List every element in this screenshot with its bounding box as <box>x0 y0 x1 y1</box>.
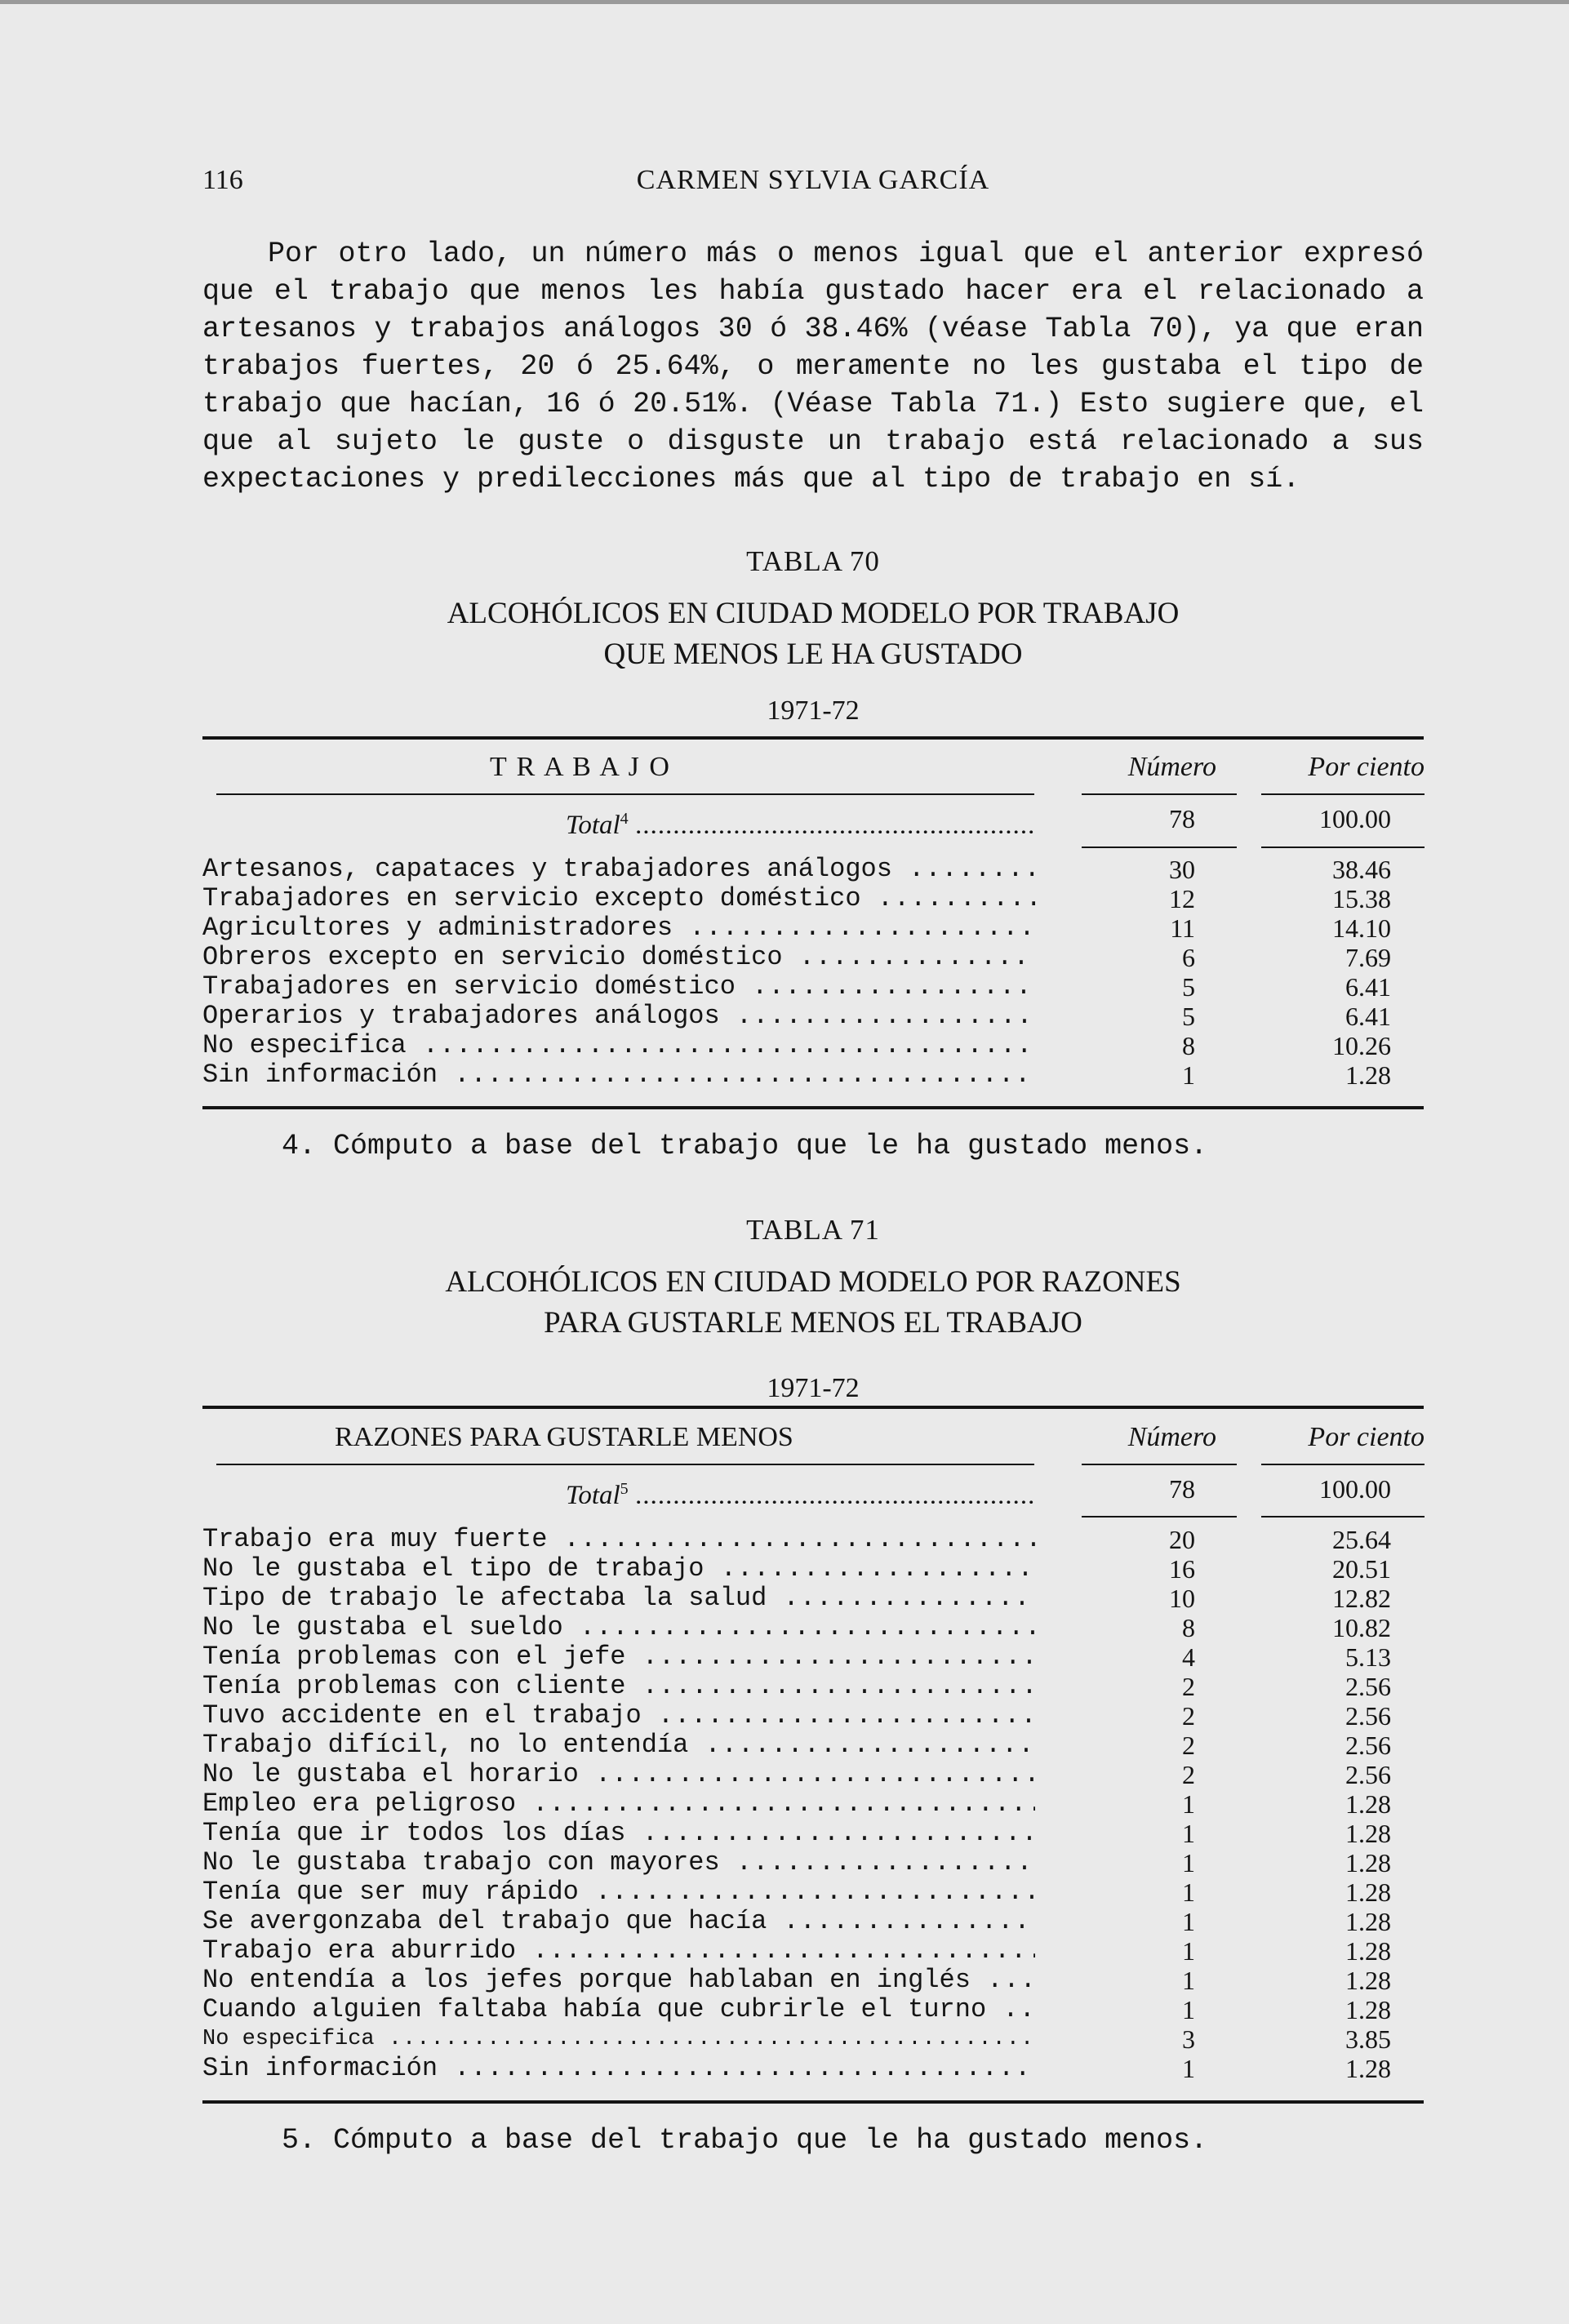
table-row: No le gustaba el sueldo ..... 8 10.82 <box>202 1613 1424 1642</box>
table-row: No le gustaba el tipo de trabajo ..... 16 20.51 <box>202 1554 1424 1584</box>
page-header <box>202 165 1424 201</box>
table70-footnote-mark: 4 <box>620 810 629 828</box>
table70-total-row <box>202 804 1424 833</box>
running-head: CARMEN SYLVIA GARCÍA <box>636 165 990 195</box>
table70-footnote: 4. Cómputo a base del trabajo que le ha gustado menos. <box>282 1130 1208 1162</box>
table-row: Sin información ..... 1 1.28 <box>202 2054 1424 2083</box>
table71-years: 1971-72 <box>767 1373 860 1403</box>
table-row: Empleo era peligroso ..... 1 1.28 <box>202 1789 1424 1819</box>
page-number: 116 <box>202 165 243 195</box>
table-row: Tenía que ir todos los días ..... 1 1.28 <box>202 1819 1424 1848</box>
table-row: Artesanos, capataces y trabajadores análogos ..... 30 38.46 <box>202 855 1424 884</box>
table-row: Se avergonzaba del trabajo que hacía ..... 1 1.28 <box>202 1907 1424 1936</box>
table70-header-underline-percent <box>1261 793 1425 795</box>
table-row: Sin información ..... 1 1.28 <box>202 1060 1424 1090</box>
table-row: Trabajadores en servicio excepto doméstico ..... 12 15.38 <box>202 884 1424 913</box>
table70-col-number: Número <box>1127 752 1216 782</box>
table71-header-underline-number <box>1082 1464 1237 1465</box>
table70-header-underline-category <box>216 793 1034 795</box>
table71-title-line1: ALCOHÓLICOS EN CIUDAD MODELO POR RAZONES <box>445 1265 1181 1299</box>
table70-title-line1: ALCOHÓLICOS EN CIUDAD MODELO POR TRABAJO <box>447 597 1180 630</box>
table70-total-number: 78 <box>1169 804 1195 833</box>
table71-total-percent: 100.00 <box>1319 1474 1391 1504</box>
page-top-edge <box>0 0 1569 4</box>
table71-title-line2: PARA GUSTARLE MENOS EL TRABAJO <box>544 1306 1082 1340</box>
table71-header-underline-percent <box>1261 1464 1425 1465</box>
table70-title-line2: QUE MENOS LE HA GUSTADO <box>603 638 1023 671</box>
table-row: No entendía a los jefes porque hablaban en inglés ..... 1 1.28 <box>202 1966 1424 1995</box>
table71-footnote-mark: 5 <box>620 1480 629 1498</box>
body-paragraph: Por otro lado, un número más o menos igual que el anterior expresó que el trabajo que menos les había gustado hacer era el relacionado a artesanos y trabajos análogos 30 ó 38.46% (véase Tabla 70), ya que eran trabajos fuertes, 20 ó 25.64%, o meramente no les gustaba el tipo de trabajo que hacían, 16 ó 20.51%. (Véase Tabla 71.) Esto sugiere que, el que al sujeto le guste o disguste un trabajo está relacionado a sus expectaciones y predilecciones más que al tipo de trabajo en sí. <box>202 238 1424 495</box>
table-row: Tenía que ser muy rápido ..... 1 1.28 <box>202 1877 1424 1907</box>
table71-col-number: Número <box>1127 1422 1216 1452</box>
table71-header-underline-category <box>216 1464 1034 1465</box>
table71-top-rule <box>202 1406 1424 1409</box>
table-row: Operarios y trabajadores análogos ..... 5 6.41 <box>202 1002 1424 1031</box>
table-row: Cuando alguien faltaba había que cubrirle el turno ..... 1 1.28 <box>202 1995 1424 2024</box>
table-row: Tenía problemas con cliente ..... 2 2.56 <box>202 1672 1424 1701</box>
table70-col-category: T R A B A J O <box>490 752 671 782</box>
table71-total-underline-percent <box>1261 1516 1425 1517</box>
table71-label: TABLA 71 <box>746 1214 880 1246</box>
table71-col-percent: Por ciento <box>1308 1422 1425 1452</box>
table70-col-percent: Por ciento <box>1308 752 1425 782</box>
table-row: Tuvo accidente en el trabajo ..... 2 2.56 <box>202 1701 1424 1731</box>
table-row: Trabajo era aburrido ..... 1 1.28 <box>202 1936 1424 1966</box>
table-row: No le gustaba el horario ..... 2 2.56 <box>202 1760 1424 1789</box>
table70-total-underline-number <box>1082 847 1237 848</box>
table70-bottom-rule <box>202 1106 1424 1109</box>
table71-bottom-rule <box>202 2100 1424 2104</box>
table70-top-rule <box>202 736 1424 740</box>
table-row: Trabajo difícil, no lo entendía ..... 2 2.56 <box>202 1731 1424 1760</box>
table-row: Tipo de trabajo le afectaba la salud ..... 10 12.82 <box>202 1584 1424 1613</box>
table-row: No le gustaba trabajo con mayores ..... 1 1.28 <box>202 1848 1424 1877</box>
table-row: No especifica ..... 8 10.26 <box>202 1031 1424 1060</box>
table71-total-number: 78 <box>1169 1474 1195 1504</box>
table70-total-label: Total$^4$ ..... <box>202 804 1035 833</box>
table70-header-underline-number <box>1082 793 1237 795</box>
table-row: No especifica ..... 3 3.85 <box>202 2024 1424 2054</box>
table-row: Tenía problemas con el jefe ..... 4 5.13 <box>202 1642 1424 1672</box>
table-row: Obreros excepto en servicio doméstico ..... 6 7.69 <box>202 943 1424 972</box>
table70-label: TABLA 70 <box>746 545 880 577</box>
table71-total-underline-number <box>1082 1516 1237 1517</box>
table71-footnote: 5. Cómputo a base del trabajo que le ha gustado menos. <box>282 2124 1208 2157</box>
table71-col-category: RAZONES PARA GUSTARLE MENOS <box>335 1422 793 1452</box>
table70-total-underline-percent <box>1261 847 1425 848</box>
table71-total-row <box>202 1474 1424 1504</box>
table-row: Trabajo era muy fuerte ..... 20 25.64 <box>202 1525 1424 1554</box>
table71-total-label: Total$^5$ ..... <box>202 1474 1035 1504</box>
table-row: Agricultores y administradores ..... 11 14.10 <box>202 913 1424 943</box>
table70-total-percent: 100.00 <box>1319 804 1391 833</box>
table70-years: 1971-72 <box>767 695 860 726</box>
table-row: Trabajadores en servicio doméstico ..... 5 6.41 <box>202 972 1424 1002</box>
